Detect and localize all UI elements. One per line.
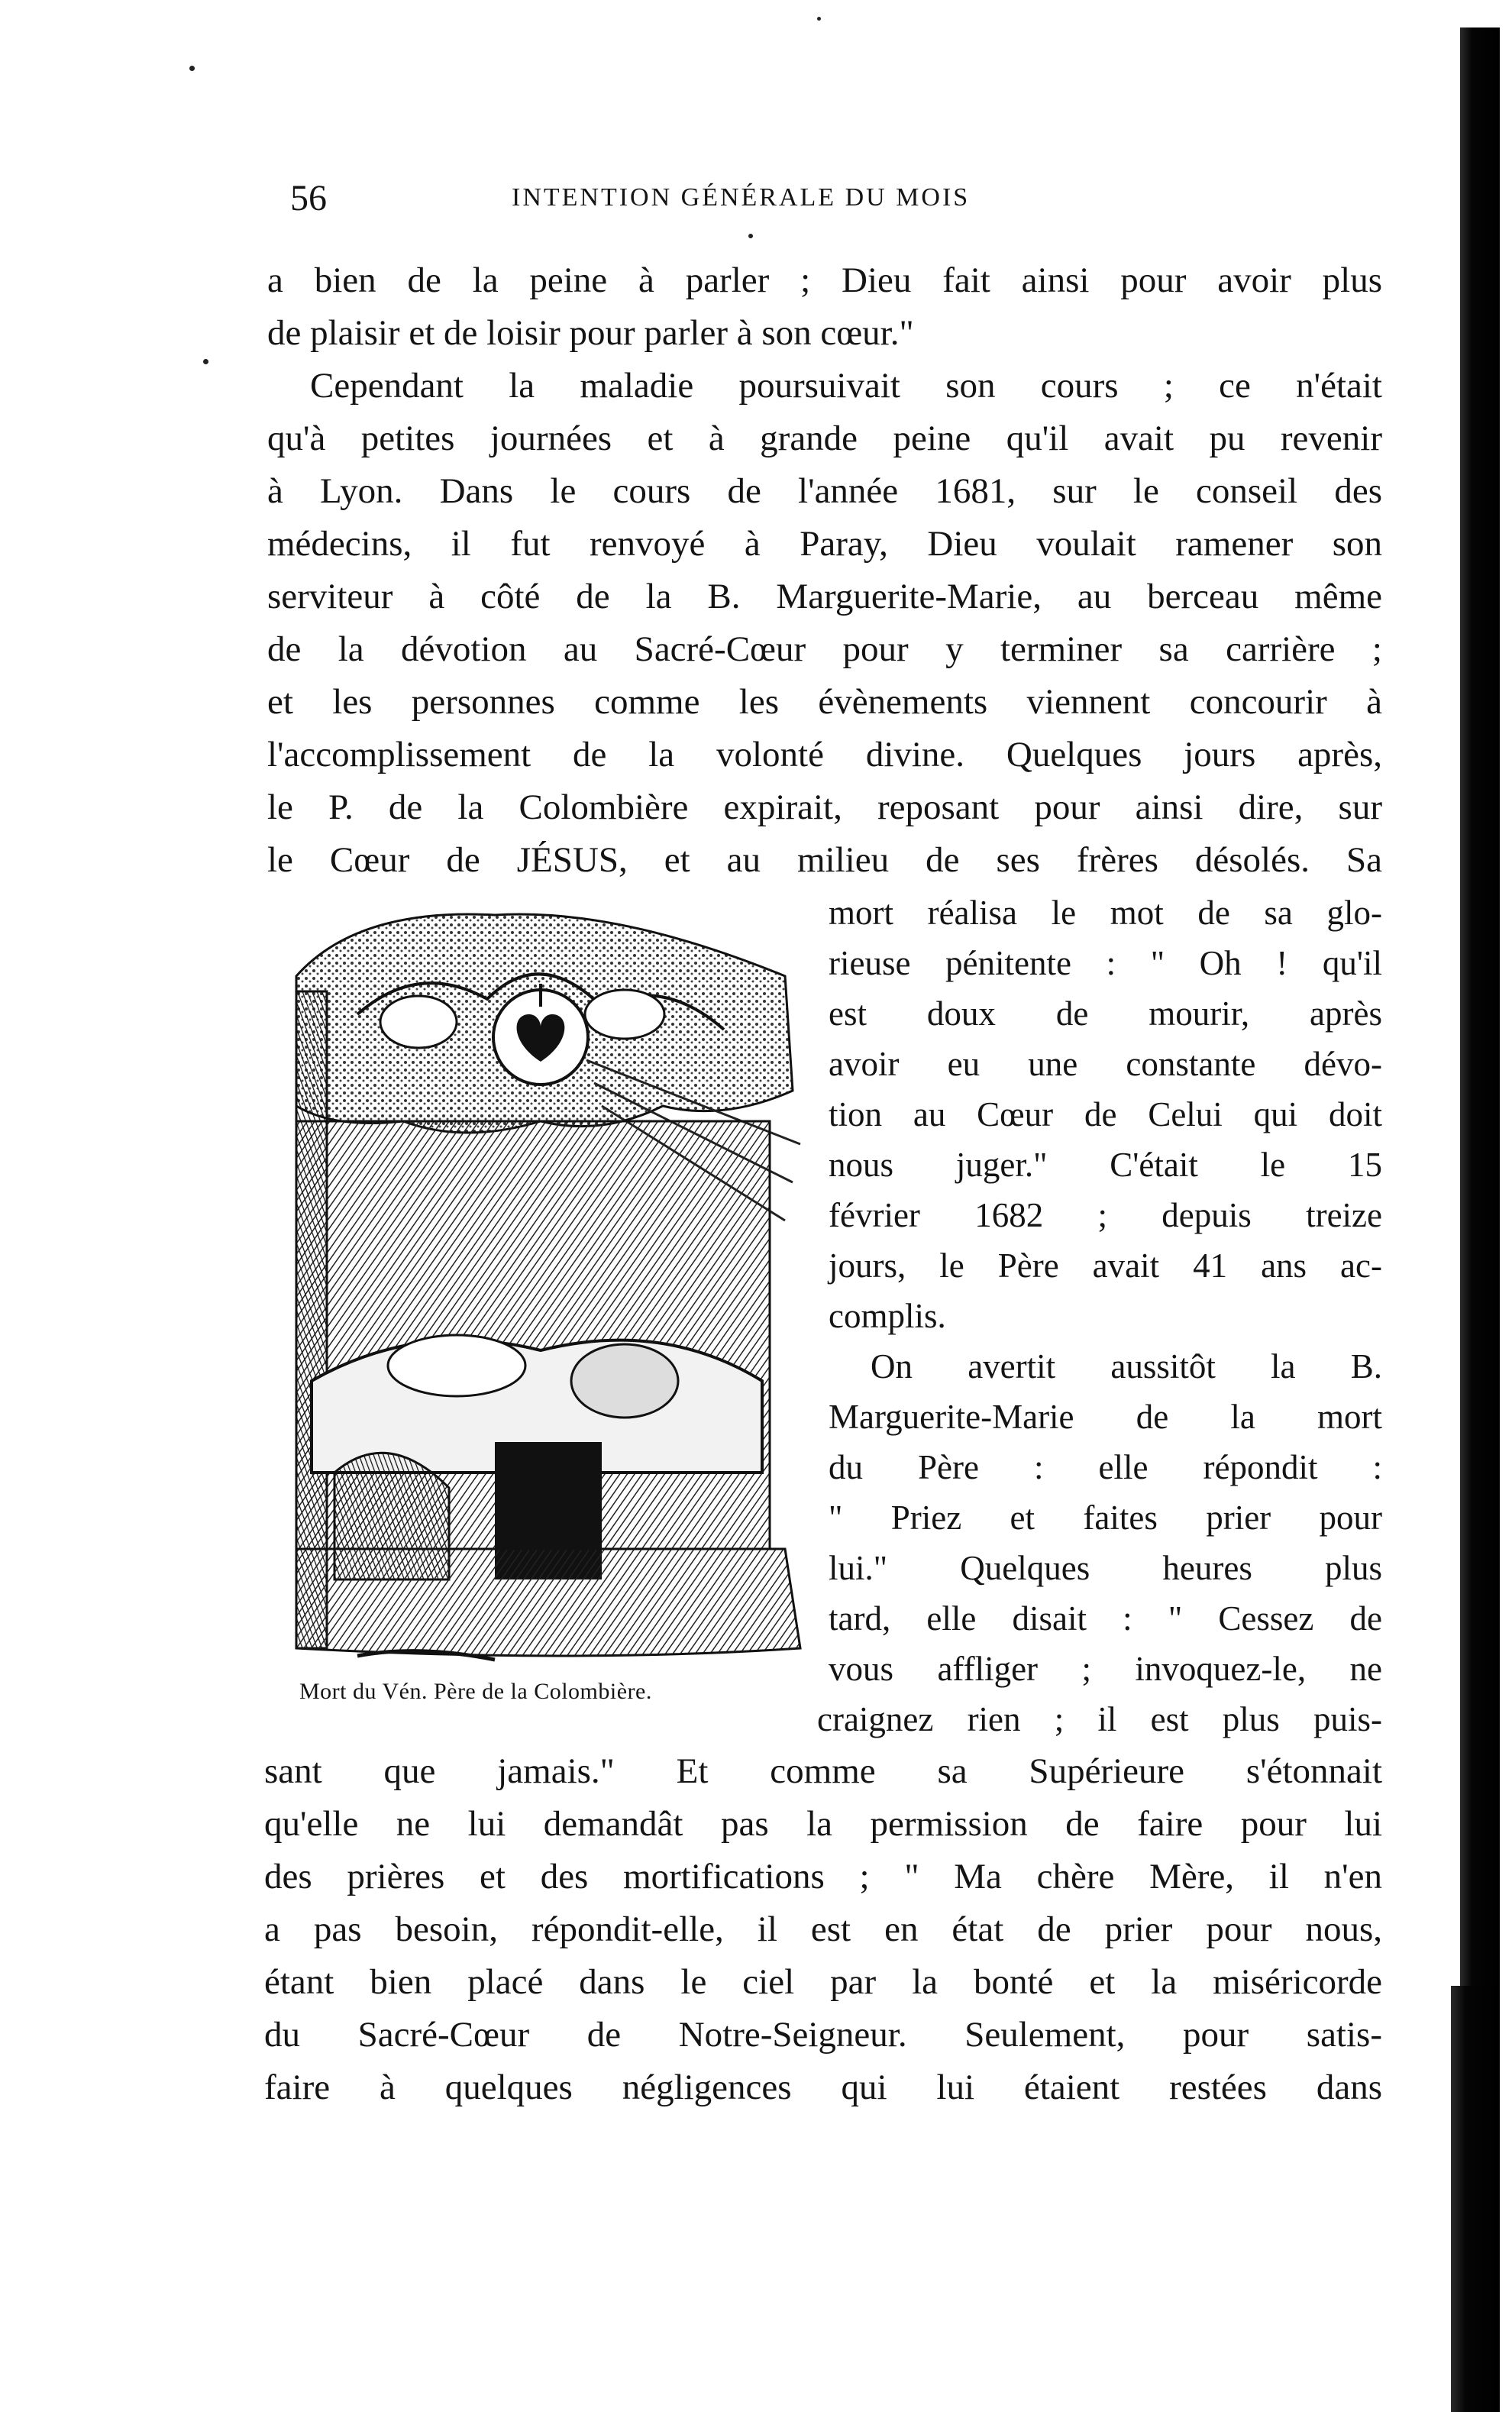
text-line: complis.: [829, 1297, 946, 1335]
text-line: le P. de la Colombière expirait, reposant pour ainsi dire, sur: [267, 787, 1382, 827]
text-line: faire à quelques négligences qui lui étaient restées dans: [264, 2068, 1382, 2107]
text-line: le Cœur de JÉSUS, et au milieu de ses frères désolés. Sa: [267, 840, 1382, 880]
text-line: lui." Quelques heures plus: [829, 1549, 1382, 1587]
text-line: du Sacré-Cœur de Notre-Seigneur. Seulement, pour satis-: [264, 2015, 1382, 2055]
scan-speck: [817, 17, 821, 21]
text-line: médecins, il fut renvoyé à Paray, Dieu voulait ramener son: [267, 524, 1382, 564]
text-line: On avertit aussitôt la B.: [871, 1347, 1382, 1385]
text-line: Marguerite-Marie de la mort: [829, 1398, 1382, 1436]
text-line: sant que jamais." Et comme sa Supérieure s'étonnait: [264, 1751, 1382, 1791]
binding-shadow-lower: [1451, 1986, 1500, 2412]
text-line: tion au Cœur de Celui qui doit: [829, 1095, 1382, 1133]
text-line: est doux de mourir, après: [829, 994, 1382, 1033]
figure-caption: Mort du Vén. Père de la Colombière.: [299, 1679, 652, 1704]
text-line: a pas besoin, répondit-elle, il est en état de prier pour nous,: [264, 1909, 1382, 1949]
text-line: à Lyon. Dans le cours de l'année 1681, sur le conseil des: [267, 471, 1382, 511]
text-line: Cependant la maladie poursuivait son cours ; ce n'était: [310, 366, 1382, 406]
text-line: étant bien placé dans le ciel par la bonté et la miséricorde: [264, 1962, 1382, 2002]
text-line: avoir eu une constante dévo-: [829, 1045, 1382, 1083]
text-line: vous affliger ; invoquez-le, ne: [829, 1650, 1382, 1688]
page-header: [283, 177, 1428, 223]
text-line: du Père : elle répondit :: [829, 1448, 1382, 1486]
text-line: de la dévotion au Sacré-Cœur pour y terminer sa carrière ;: [267, 629, 1382, 669]
text-line: a bien de la peine à parler ; Dieu fait ainsi pour avoir plus: [267, 260, 1382, 300]
scan-speck: [748, 234, 753, 238]
text-line: rieuse pénitente : " Oh ! qu'il: [829, 944, 1382, 982]
death-scene-engraving: [266, 892, 816, 1671]
running-head: INTENTION GÉNÉRALE DU MOIS: [512, 183, 971, 212]
text-line: jours, le Père avait 41 ans ac-: [829, 1246, 1382, 1285]
text-line: tard, elle disait : " Cessez de: [829, 1599, 1382, 1638]
text-line: " Priez et faites prier pour: [829, 1499, 1382, 1537]
text-line: et les personnes comme les évènements viennent concourir à: [267, 682, 1382, 722]
scan-speck: [189, 66, 195, 71]
page-number: 56: [290, 178, 327, 218]
text-line: février 1682 ; depuis treize: [829, 1196, 1382, 1234]
floor: [296, 1549, 800, 1656]
text-line: des prières et des mortifications ; " Ma chère Mère, il n'en: [264, 1857, 1382, 1896]
scan-speck: [203, 359, 208, 364]
text-line: l'accomplissement de la volonté divine. Quelques jours après,: [267, 735, 1382, 774]
text-line: qu'elle ne lui demandât pas la permission de faire pour lui: [264, 1804, 1382, 1844]
engraving-illustration: [266, 892, 816, 1725]
text-line: nous juger." C'était le 15: [829, 1146, 1382, 1184]
text-line: craignez rien ; il est plus puis-: [817, 1700, 1382, 1738]
text-line: serviteur à côté de la B. Marguerite-Marie, au berceau même: [267, 577, 1382, 616]
text-line: mort réalisa le mot de sa glo-: [829, 894, 1382, 932]
text-line: de plaisir et de loisir pour parler à son cœur.": [267, 313, 914, 353]
text-line: qu'à petites journées et à grande peine qu'il avait pu revenir: [267, 419, 1382, 458]
